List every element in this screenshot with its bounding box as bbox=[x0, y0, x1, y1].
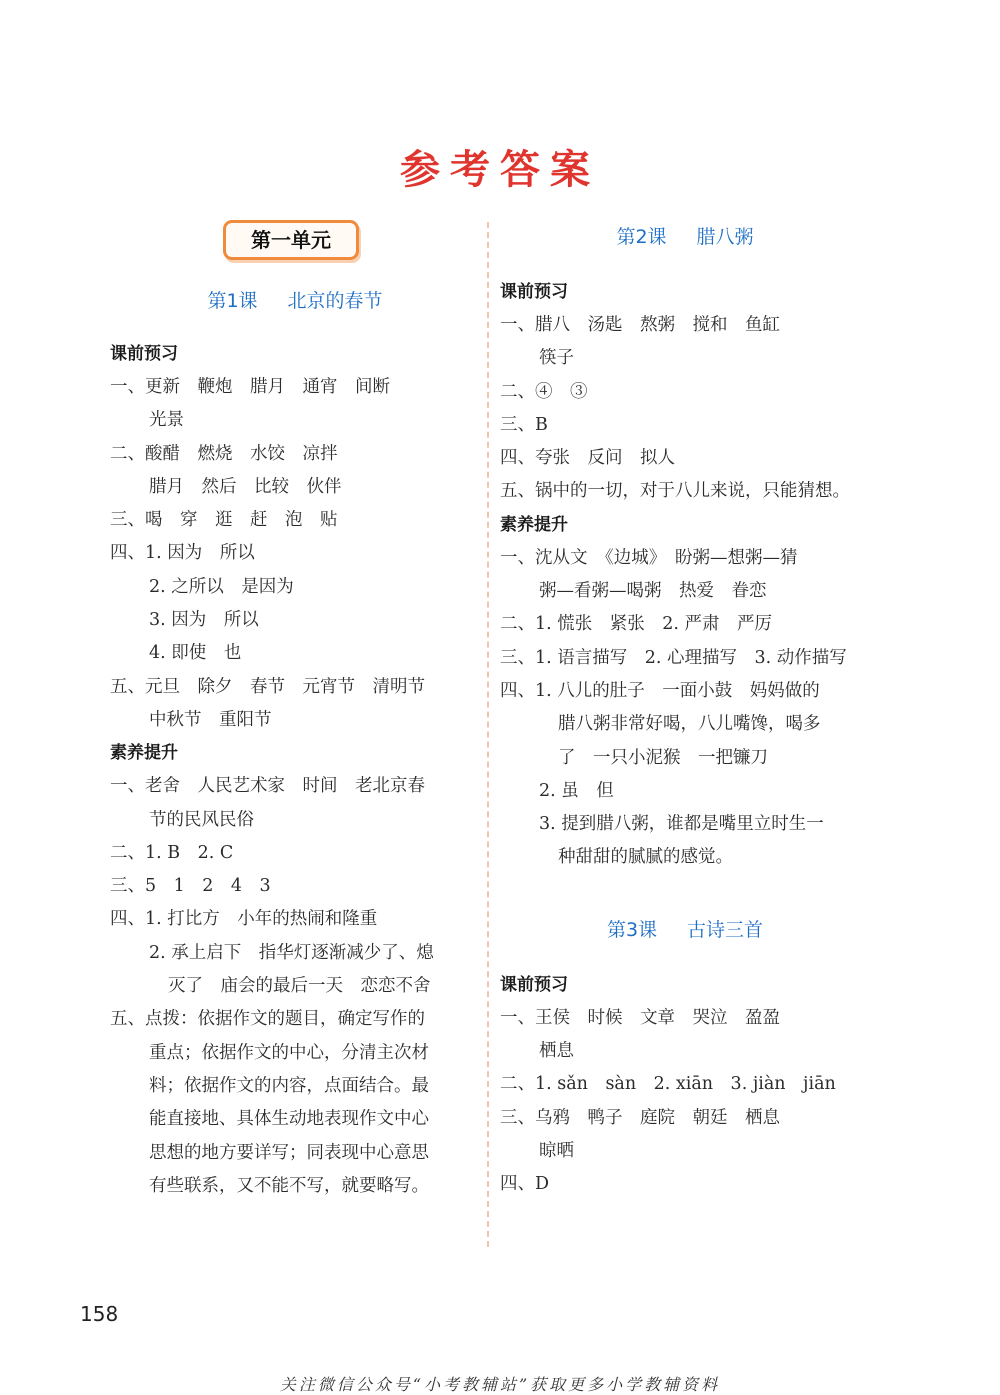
answer-line: 重点；依据作文的中心，分清主次材 bbox=[149, 1042, 429, 1063]
answer-line: 光景 bbox=[149, 410, 184, 431]
answer-line: 三、1. 语言描写 2. 心理描写 3. 动作描写 bbox=[500, 647, 847, 668]
answer-line: 2. 承上启下 指华灯逐渐减少了、熄 bbox=[149, 942, 434, 963]
page-title: 参考答案 bbox=[400, 147, 600, 193]
answer-line: 一、腊八 汤匙 熬粥 搅和 鱼缸 bbox=[500, 315, 780, 335]
answer-line: 4. 即使 也 bbox=[149, 643, 242, 664]
answer-line: 3. 因为 所以 bbox=[149, 610, 259, 631]
answer-line: 三、乌鸦 鸭子 庭院 朝廷 栖息 bbox=[500, 1107, 780, 1128]
answer-line: 四、D bbox=[500, 1174, 550, 1195]
lesson-number: 第3课 bbox=[606, 918, 658, 941]
answer-line: 筷子 bbox=[539, 348, 574, 369]
left-column bbox=[110, 220, 480, 1203]
answer-line: 3. 提到腊八粥，谁都是嘴里立时生一 bbox=[539, 814, 824, 835]
answer-line: 2. 虽 但 bbox=[539, 780, 614, 801]
answer-line: 晾晒 bbox=[539, 1140, 574, 1161]
answer-line: 二、1. 慌张 紧张 2. 严肃 严厉 bbox=[500, 614, 773, 635]
answer-line: 三、5 1 2 4 3 bbox=[110, 876, 271, 897]
unit-badge: 第一单元 bbox=[223, 220, 359, 260]
lesson-name: 腊八粥 bbox=[696, 226, 754, 248]
answer-line: 二、④ ③ bbox=[500, 381, 588, 402]
answer-line: 四、1. 因为 所以 bbox=[110, 543, 255, 564]
answer-line: 2. 之所以 是因为 bbox=[149, 576, 294, 597]
answer-line: 腊八粥非常好喝，八儿嘴馋，喝多 bbox=[558, 714, 821, 735]
answer-line: 栖息 bbox=[539, 1041, 574, 1062]
answer-line: 二、1. B 2. C bbox=[110, 842, 234, 863]
answer-line: 一、沈从文 《边城》 盼粥—想粥—猜 bbox=[500, 547, 798, 568]
answer-line: 灭了 庙会的最后一天 恋恋不舍 bbox=[168, 976, 431, 997]
section-heading-improve: 素养提升 bbox=[500, 514, 568, 535]
answer-line: 二、酸醋 燃烧 水饺 凉拌 bbox=[110, 443, 338, 464]
answer-line: 四、1. 八儿的肚子 一面小鼓 妈妈做的 bbox=[500, 680, 820, 701]
answer-line: 五、锅中的一切，对于八儿来说，只能猜想。 bbox=[500, 481, 850, 502]
right-column bbox=[500, 220, 870, 1202]
answer-line: 五、元旦 除夕 春节 元宵节 清明节 bbox=[110, 676, 425, 697]
answer-line: 三、喝 穿 逛 赶 泡 贴 bbox=[110, 510, 338, 531]
answer-line: 三、B bbox=[500, 414, 548, 435]
lesson-name: 古诗三首 bbox=[687, 918, 764, 941]
answer-line: 腊月 然后 比较 伙伴 bbox=[149, 476, 342, 497]
answer-line: 种甜甜的腻腻的感觉。 bbox=[558, 847, 733, 868]
answer-line: 一、老舍 人民艺术家 时间 老北京春 bbox=[110, 776, 425, 797]
section-heading-preview: 课前预习 bbox=[500, 282, 568, 302]
answer-line: 四、夸张 反问 拟人 bbox=[500, 448, 675, 469]
answer-line: 一、王侯 时候 文章 哭泣 盈盈 bbox=[500, 1007, 780, 1028]
page-number: 158 bbox=[80, 1302, 119, 1326]
answer-line: 思想的地方要详写；同表现中心意思 bbox=[149, 1142, 429, 1163]
lesson-1-heading bbox=[110, 284, 480, 318]
lesson-2-heading bbox=[500, 220, 870, 254]
answer-line: 节的民风民俗 bbox=[149, 809, 254, 830]
column-divider bbox=[487, 222, 489, 1247]
answer-line: 有些联系，又不能不写，就要略写。 bbox=[149, 1175, 429, 1196]
answer-line: 能直接地、具体生动地表现作文中心 bbox=[149, 1109, 429, 1130]
section-heading-preview: 课前预习 bbox=[500, 974, 568, 995]
lesson-number: 第1课 bbox=[207, 290, 258, 312]
answer-line: 五、点拨：依据作文的题目，确定写作的 bbox=[110, 1009, 425, 1030]
lesson-number: 第2课 bbox=[616, 226, 667, 248]
section-heading-preview: 课前预习 bbox=[110, 344, 178, 364]
answer-line: 粥—看粥—喝粥 热爱 眷恋 bbox=[539, 581, 767, 602]
answer-line: 二、1. sǎn sàn 2. xiān 3. jiàn jiān bbox=[500, 1074, 836, 1095]
lesson-name: 北京的春节 bbox=[287, 290, 383, 312]
answer-line: 了 一只小泥猴 一把镰刀 bbox=[558, 747, 768, 768]
answer-line: 中秋节 重阳节 bbox=[149, 709, 272, 730]
lesson-3-heading bbox=[500, 913, 870, 947]
section-heading-improve: 素养提升 bbox=[110, 743, 178, 764]
answer-line: 一、更新 鞭炮 腊月 通宵 间断 bbox=[110, 377, 390, 397]
answer-line: 料；依据作文的内容，点面结合。最 bbox=[149, 1075, 429, 1096]
footer-note: 关注微信公众号“小考教辅站”获取更多小学教辅资料 bbox=[279, 1375, 721, 1394]
answer-line: 四、1. 打比方 小年的热闹和隆重 bbox=[110, 909, 378, 930]
